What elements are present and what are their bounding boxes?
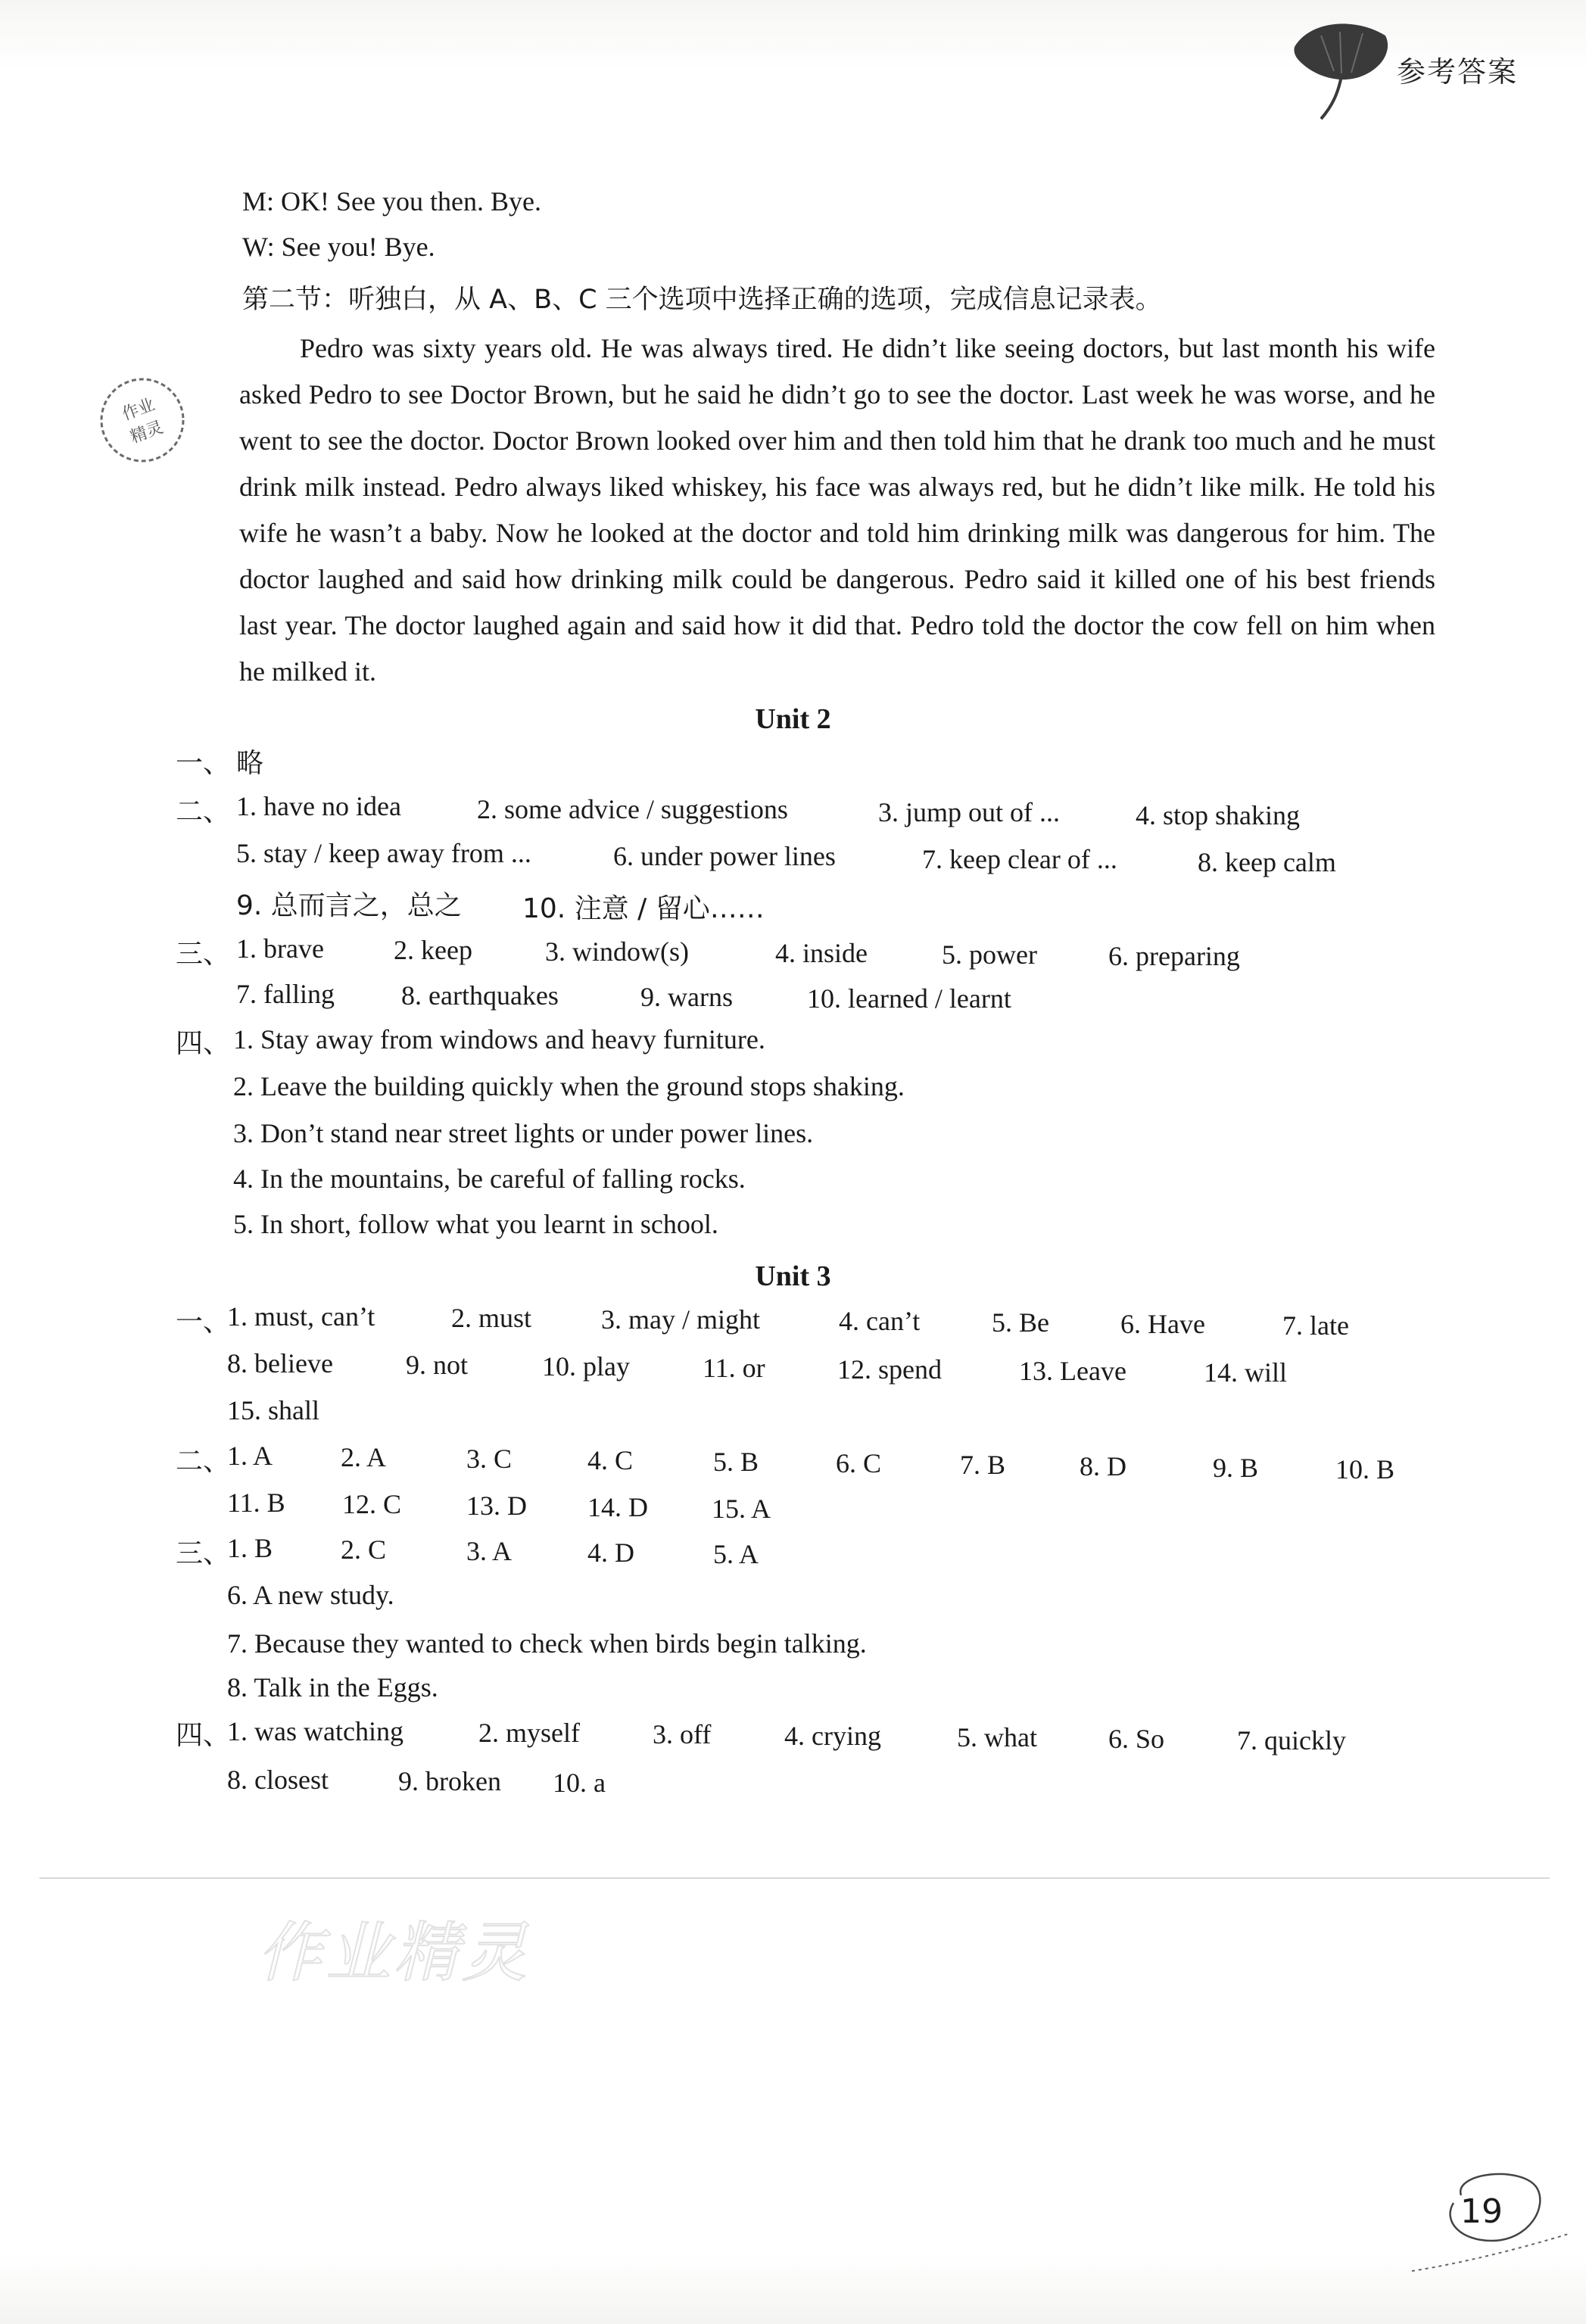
answer-item: 9. 总而言之，总之 (236, 890, 462, 921)
answer-item: 4. inside (775, 938, 868, 968)
svg-text:作业: 作业 (120, 395, 157, 425)
answer-item: 11. or (703, 1353, 765, 1383)
answer-item: 1. brave (236, 933, 324, 964)
answer-item: 14. D (587, 1492, 648, 1522)
answer-item: 7. late (1282, 1310, 1349, 1341)
answer-item: 2. C (341, 1534, 387, 1565)
footer-divider (39, 1877, 1550, 1879)
answer-item: 13. D (466, 1491, 527, 1521)
answer-item: 8. closest (227, 1765, 329, 1795)
answer-item: 7. keep clear of ... (922, 844, 1117, 874)
answer-item: 5. Be (992, 1307, 1049, 1338)
section-number: 三、 (176, 939, 231, 970)
section-number: 四、 (176, 1720, 231, 1751)
section-number: 四、 (176, 1028, 231, 1059)
answer-item: 9. warns (640, 982, 733, 1012)
answer-item: 3. C (466, 1444, 513, 1474)
answer-item: 3. window(s) (545, 936, 689, 967)
answer-item: 6. So (1108, 1724, 1165, 1754)
answer-item: 13. Leave (1019, 1356, 1126, 1386)
answer-item: 4. can’t (839, 1306, 921, 1336)
section-number: 一、 (176, 1307, 231, 1338)
answer-item: 3. may / might (601, 1304, 760, 1335)
answer-item: 1. have no idea (236, 791, 401, 821)
answer-item: 1. Stay away from windows and heavy furniture. (233, 1024, 765, 1055)
answer-item: 3. off (653, 1719, 712, 1749)
answer-item: 3. jump out of ... (878, 797, 1060, 827)
answer-item: 7. falling (236, 979, 335, 1009)
answer-item: 10. B (1335, 1454, 1395, 1484)
answer-item: 6. Have (1120, 1309, 1205, 1339)
answer-item: 1. B (227, 1533, 273, 1563)
answer-item: 2. Leave the building quickly when the ground stops shaking. (233, 1071, 905, 1101)
answer-item: 6. A new study. (227, 1580, 394, 1610)
answer-item: 14. will (1204, 1357, 1288, 1388)
answer-item: 1. was watching (227, 1716, 404, 1746)
answer-item: 2. some advice / suggestions (477, 794, 788, 824)
answer-item: 8. keep calm (1198, 847, 1336, 877)
answer-item: 4. crying (784, 1721, 881, 1751)
answer-item: 略 (236, 748, 264, 779)
unit-title: Unit 2 (755, 703, 831, 735)
answer-item: 12. spend (837, 1354, 942, 1385)
answer-item: 10. play (542, 1351, 630, 1382)
stamp-seal-icon (97, 375, 188, 466)
unit-title: Unit 3 (755, 1260, 831, 1292)
ginkgo-leaf-icon (1287, 17, 1401, 123)
answer-item: 3. Don’t stand near street lights or under power lines. (233, 1118, 814, 1148)
answer-item: 3. A (466, 1536, 513, 1566)
watermark: 作业精灵 (257, 1915, 530, 1991)
dialogue-line: M: OK! See you then. Bye. (242, 186, 541, 217)
answer-item: 15. A (712, 1494, 771, 1524)
answer-item: 6. under power lines (613, 841, 836, 871)
answer-item: 4. stop shaking (1136, 800, 1301, 830)
answer-item: 9. B (1213, 1453, 1259, 1483)
header-label: 参考答案 (1397, 55, 1519, 89)
answer-item: 9. not (406, 1350, 469, 1380)
section-heading: 第二节：听独白，从 A、B、C 三个选项中选择正确的选项，完成信息记录表。 (242, 285, 1162, 315)
answer-item: 10. a (553, 1768, 606, 1798)
answer-item: 5. stay / keep away from ... (236, 838, 531, 868)
answer-item: 1. A (227, 1441, 273, 1471)
answer-item: 4. D (587, 1537, 634, 1568)
answer-item: 6. C (836, 1448, 882, 1478)
answer-item: 8. earthquakes (401, 980, 559, 1011)
dialogue-line: W: See you! Bye. (242, 232, 435, 262)
answer-item: 5. what (957, 1722, 1037, 1752)
answer-item: 15. shall (227, 1395, 319, 1425)
answer-item: 7. quickly (1237, 1725, 1346, 1755)
section-number: 二、 (176, 796, 231, 827)
answer-item: 1. must, can’t (227, 1301, 375, 1332)
answer-item: 8. Talk in the Eggs. (227, 1672, 438, 1703)
answer-item: 5. B (713, 1447, 759, 1477)
answer-item: 4. C (587, 1445, 634, 1475)
answer-item: 11. B (227, 1488, 285, 1518)
page-number: 19 (1460, 2192, 1503, 2231)
answer-item: 12. C (342, 1489, 402, 1519)
answer-item: 2. myself (478, 1718, 580, 1748)
section-number: 一、 (176, 748, 231, 779)
answer-item: 2. A (341, 1442, 387, 1472)
answer-item: 10. learned / learnt (807, 983, 1011, 1014)
answer-item: 4. In the mountains, be careful of falling rocks. (233, 1164, 746, 1194)
answer-item: 8. D (1080, 1451, 1126, 1481)
answer-item: 2. keep (394, 935, 472, 965)
answer-item: 5. power (942, 939, 1037, 970)
section-number: 二、 (176, 1446, 231, 1477)
answer-item: 2. must (451, 1303, 532, 1333)
svg-text:精灵: 精灵 (128, 418, 166, 447)
answer-item: 5. In short, follow what you learnt in school. (233, 1209, 718, 1239)
answer-item: 10. 注意 / 留心…… (522, 893, 765, 924)
answer-item: 7. Because they wanted to check when birds begin talking. (227, 1628, 867, 1659)
answer-item: 6. preparing (1108, 941, 1240, 971)
answer-item: 7. B (960, 1450, 1006, 1480)
answer-item: 8. believe (227, 1348, 333, 1379)
answer-item: 9. broken (398, 1766, 501, 1796)
answer-item: 5. A (713, 1539, 759, 1569)
section-number: 三、 (176, 1538, 231, 1569)
listening-passage: Pedro was sixty years old. He was always tired. He didn’t like seeing doctors, but last month his wife asked Pedro to see Doctor Brown, but he said he didn’t go to see the doctor. Last week he was worse, and he went to see the doctor. Doctor Brown looked over him and then told him that he drank too much and he must drink milk instead. Pedro always liked whiskey, his face was always red, but he didn’t like milk. He told his wife he wasn’t a baby. Now he looked at the doctor and told him drinking milk was dangerous for him. The doctor laughed and said how drinking milk could be dangerous. Pedro said it killed one of his best friends last year. The doctor laughed again and said how it did that. Pedro told the doctor the cow fell on him when he milked it. (239, 333, 1435, 687)
